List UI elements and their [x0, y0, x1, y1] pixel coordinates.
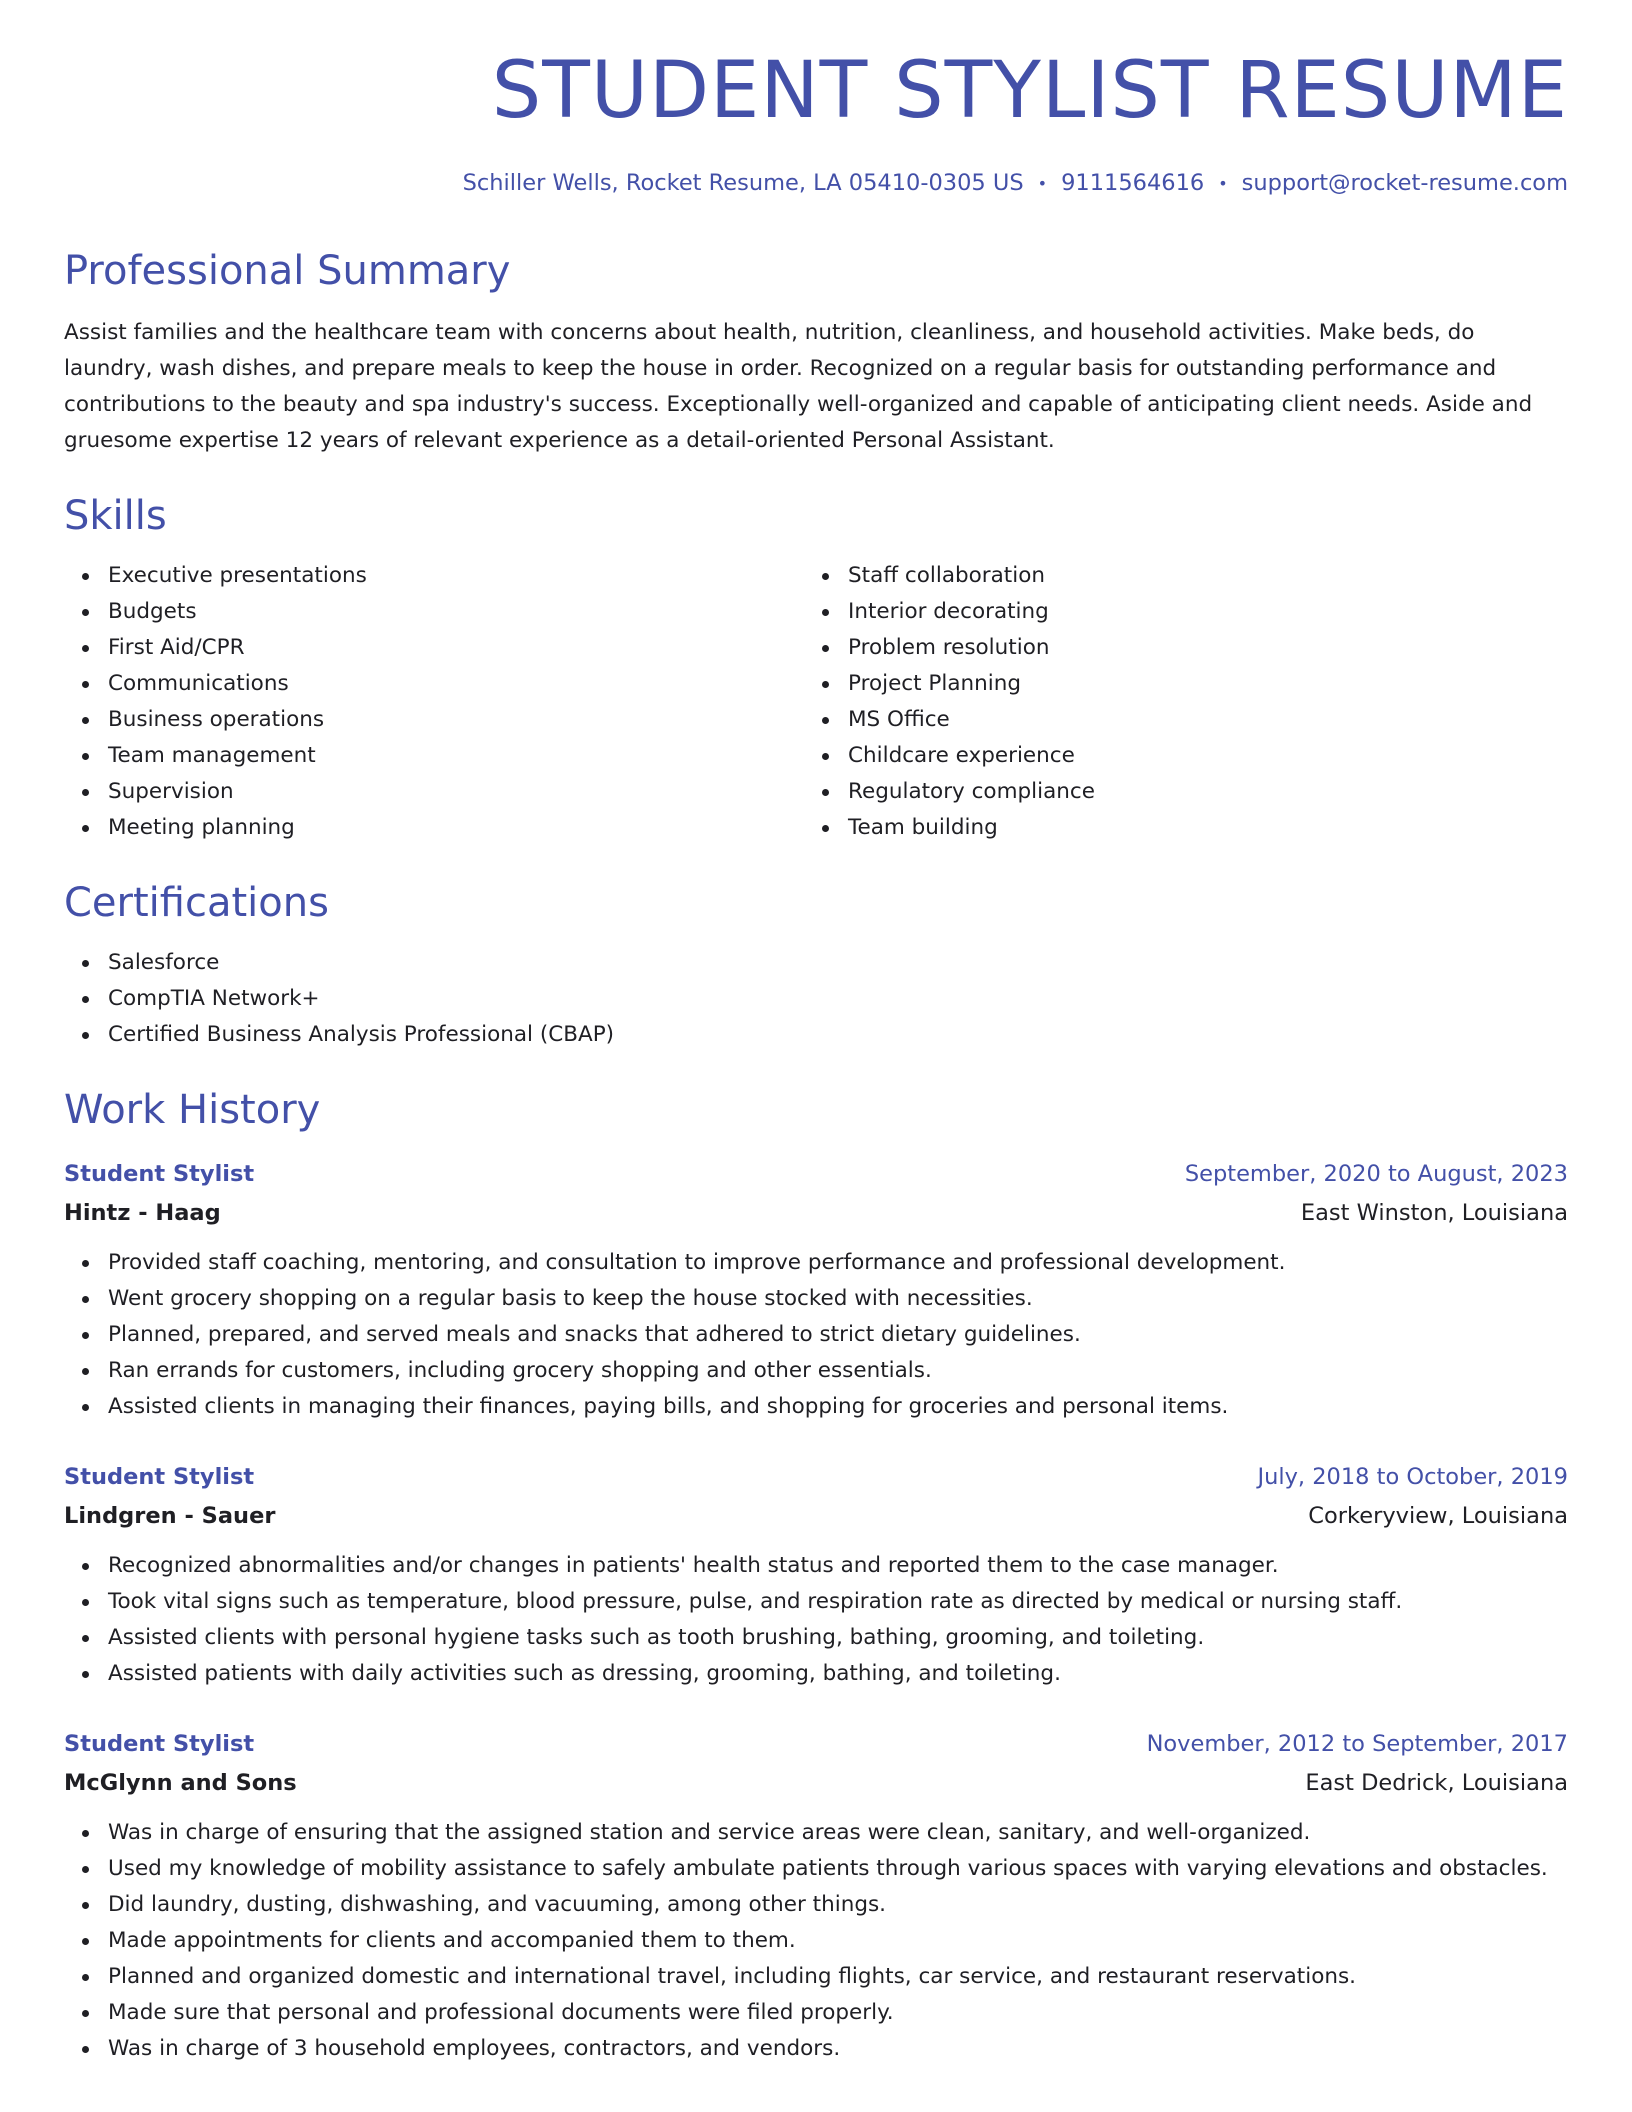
job-location: East Dedrick, Louisiana	[1305, 1769, 1568, 1796]
job-title: Student Stylist	[64, 1160, 255, 1187]
certification-item: Salesforce	[108, 945, 1568, 981]
skill-item: Project Planning	[848, 666, 1568, 702]
job-title-row	[64, 1156, 1568, 1192]
skill-item: Team building	[848, 810, 1568, 846]
job-dates: July, 2018 to October, 2019	[1257, 1463, 1568, 1490]
contact-email[interactable]: support@rocket-resume.com	[1241, 170, 1568, 196]
job-duty: Did laundry, dusting, dishwashing, and vacuuming, among other things.	[108, 1887, 1568, 1923]
work-history-heading: Work History	[64, 1086, 321, 1133]
job-duty: Assisted patients with daily activities such as dressing, grooming, bathing, and toileting.	[108, 1656, 1568, 1692]
job-company-row	[64, 1495, 1568, 1534]
skill-item: Supervision	[108, 774, 804, 810]
job-duty: Assisted clients with personal hygiene tasks such as tooth brushing, bathing, grooming, and toileting.	[108, 1620, 1568, 1656]
job-duty: Was in charge of ensuring that the assigned station and service areas were clean, sanitary, and well-organized.	[108, 1815, 1568, 1851]
skill-item: Budgets	[108, 594, 804, 630]
certifications-heading: Certifications	[64, 879, 329, 926]
skill-item: Regulatory compliance	[848, 774, 1568, 810]
skills-column-right	[804, 558, 1568, 846]
skills-list	[64, 558, 1568, 846]
job-company-row	[64, 1762, 1568, 1801]
skill-item: Problem resolution	[848, 630, 1568, 666]
job-duty: Planned, prepared, and served meals and snacks that adhered to strict dietary guidelines.	[108, 1317, 1568, 1353]
certification-item: Certified Business Analysis Professional (CBAP)	[108, 1017, 1568, 1053]
job-duty: Ran errands for customers, including grocery shopping and other essentials.	[108, 1353, 1568, 1389]
job-duty: Recognized abnormalities and/or changes in patients' health status and reported them to the case manager.	[108, 1548, 1568, 1584]
skill-item: Team management	[108, 738, 804, 774]
resume-header	[64, 0, 1568, 195]
job-company: McGlynn and Sons	[64, 1769, 297, 1796]
skill-item: Communications	[108, 666, 804, 702]
job-duties	[64, 1815, 1568, 2067]
job-duties	[64, 1245, 1568, 1425]
skills-heading: Skills	[64, 492, 167, 539]
skill-item: Staff collaboration	[848, 558, 1568, 594]
skill-item: MS Office	[848, 702, 1568, 738]
job-duty: Made appointments for clients and accompanied them to them.	[108, 1923, 1568, 1959]
job-dates: September, 2020 to August, 2023	[1184, 1160, 1568, 1187]
job-duty: Was in charge of 3 household employees, contractors, and vendors.	[108, 2031, 1568, 2067]
job-title: Student Stylist	[64, 1730, 255, 1757]
job-company: Hintz - Haag	[64, 1199, 221, 1226]
job-location: East Winston, Louisiana	[1300, 1199, 1568, 1226]
job-duty: Assisted clients in managing their finances, paying bills, and shopping for groceries and personal items.	[108, 1389, 1568, 1425]
certification-item: CompTIA Network+	[108, 981, 1568, 1017]
summary-heading: Professional Summary	[64, 247, 511, 294]
job-entry	[64, 1726, 1568, 2067]
skill-item: First Aid/CPR	[108, 630, 804, 666]
summary-text: Assist families and the healthcare team with concerns about health, nutrition, cleanliness, and household activities. Make beds, do laundry, wash dishes, and prepare meals to keep the house in order. Recognized on a regular basis for outstanding performance and contributions to the beauty and spa industry's success. Exceptionally well-organized and capable of anticipating client needs. Aside and gruesome expertise 12 years of relevant experience as a detail-oriented Personal Assistant.	[64, 319, 1533, 453]
job-duty: Planned and organized domestic and international travel, including flights, car service, and restaurant reservations.	[108, 1959, 1568, 1995]
certifications-list	[64, 945, 1568, 1053]
job-company: Lindgren - Sauer	[64, 1502, 276, 1529]
job-duty: Made sure that personal and professional documents were filed properly.	[108, 1995, 1568, 2031]
job-title: Student Stylist	[64, 1463, 255, 1490]
page-title: STUDENT STYLIST RESUME	[491, 46, 1568, 136]
job-duty: Went grocery shopping on a regular basis to keep the house stocked with necessities.	[108, 1281, 1568, 1317]
skills-column-left	[64, 558, 804, 846]
contact-line	[64, 172, 1568, 195]
job-company-row	[64, 1192, 1568, 1231]
job-location: Corkeryview, Louisiana	[1308, 1502, 1568, 1529]
contact-separator: •	[1218, 173, 1228, 193]
contact-separator: •	[1037, 173, 1048, 193]
job-duty: Provided staff coaching, mentoring, and consultation to improve performance and professional development.	[108, 1245, 1568, 1281]
skill-item: Meeting planning	[108, 810, 804, 846]
job-entry	[64, 1459, 1568, 1692]
skill-item: Business operations	[108, 702, 804, 738]
job-duties	[64, 1548, 1568, 1692]
skill-item: Childcare experience	[848, 738, 1568, 774]
job-duty: Used my knowledge of mobility assistance to safely ambulate patients through various spaces with varying elevations and obstacles.	[108, 1851, 1568, 1887]
job-dates: November, 2012 to September, 2017	[1146, 1730, 1568, 1757]
contact-phone: 9111564616	[1061, 170, 1205, 196]
job-entry	[64, 1156, 1568, 1425]
skill-item: Executive presentations	[108, 558, 804, 594]
skill-item: Interior decorating	[848, 594, 1568, 630]
job-title-row	[64, 1459, 1568, 1495]
contact-address: Schiller Wells, Rocket Resume, LA 05410-0305 US	[462, 170, 1024, 196]
job-title-row	[64, 1726, 1568, 1762]
job-duty: Took vital signs such as temperature, blood pressure, pulse, and respiration rate as directed by medical or nursing staff.	[108, 1584, 1568, 1620]
work-history-list	[64, 1156, 1568, 2067]
